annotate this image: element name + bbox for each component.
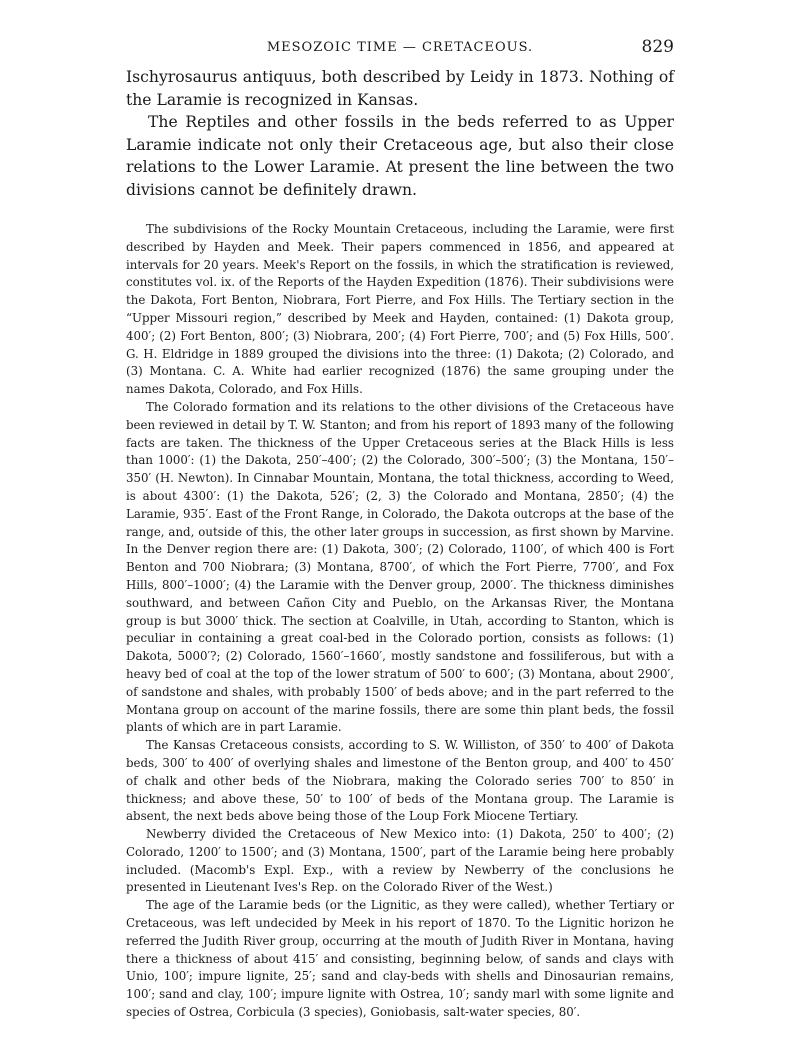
- page-number: 829: [641, 37, 674, 57]
- fine-print-notes: [126, 221, 674, 1022]
- main-paragraph: The Reptiles and other fossils in the beds referred to as Upper Laramie indicate not only their Cretaceous age, but also their close relations to the Lower Laramie. At present the line between the two divisions cannot be definitely drawn.: [126, 113, 674, 199]
- note-paragraph: Newberry divided the Cretaceous of New Mexico into: (1) Dakota, 250′ to 400′; (2) Colorado, 1200′ to 1500′; and (3) Montana, 1500′, part of the Laramie being here probably included. (Macomb's Expl. Exp., with a review by Newberry of the conclusions he presented in Lieutenant Ives's Rep. on the Colorado River of the West.): [126, 827, 674, 895]
- running-header: [126, 37, 674, 66]
- main-text: [126, 66, 674, 201]
- main-paragraph: Ischyrosaurus antiquus, both described by Leidy in 1873. Nothing of the Laramie is recognized in Kansas.: [126, 68, 674, 109]
- note-paragraph: The Kansas Cretaceous consists, according to S. W. Williston, of 350′ to 400′ of Dakota beds, 300′ to 400′ of overlying shales and limestone of the Benton group, and 400′ to 450′ of chalk and other beds of the Niobrara, making the Colorado series 700′ to 850′ in thickness; and above these, 50′ to 100′ of beds of the Montana group. The Laramie is absent, the next beds above being those of the Loup Fork Miocene Tertiary.: [126, 738, 674, 824]
- running-title: MESOZOIC TIME — CRETACEOUS.: [266, 40, 534, 55]
- note-paragraph: The subdivisions of the Rocky Mountain Cretaceous, including the Laramie, were first described by Hayden and Meek. Their papers commenced in 1856, and appeared at intervals for 20 years. Meek's Report on the fossils, in which the stratification is reviewed, constitutes vol. ix. of the Reports of the Hayden Expedition (1876). Their subdivisions were the Dakota, Fort Benton, Niobrara, Fort Pierre, and Fox Hills. The Tertiary section in the “Upper Missouri region,” described by Meek and Hayden, contained: (1) Dakota group, 400′; (2) Fort Benton, 800′; (3) Niobrara, 200′; (4) Fort Pierre, 700′; and (5) Fox Hills, 500′. G. H. Eldridge in 1889 grouped the divisions into the three: (1) Dakota; (2) Colorado, and (3) Montana. C. A. White had earlier recognized (1876) the same grouping under the names Dakota, Colorado, and Fox Hills.: [126, 222, 674, 397]
- note-paragraph: The Colorado formation and its relations to the other divisions of the Cretaceous have been reviewed in detail by T. W. Stanton; and from his report of 1893 many of the following facts are taken. The thickness of the Upper Cretaceous series at the Black Hills is less than 1000′: (1) the Dakota, 250′–400′; (2) the Colorado, 300′–500′; (3) the Montana, 150′–350′ (H. Newton). In Cinnabar Mountain, Montana, the total thickness, according to Weed, is about 4300′: (1) the Dakota, 526′; (2, 3) the Colorado and Montana, 2850′; (4) the Laramie, 935′. East of the Front Range, in Colorado, the Dakota outcrops at the base of the range, and, outside of this, the other later groups in succession, as first shown by Marvine. In the Denver region there are: (1) Dakota, 300′; (2) Colorado, 1100′, of which 400 is Fort Benton and 700 Niobrara; (3) Montana, 8700′, of which the Fort Pierre, 7700′, and Fox Hills, 800′–1000′; (4) the Laramie with the Denver group, 2000′. The thickness diminishes southward, and between Cañon City and Pueblo, on the Arkansas River, the Montana group is but 3000′ thick. The section at Coalville, in Utah, according to Stanton, which is peculiar in containing a great coal-bed in the Colorado portion, consists as follows: (1) Dakota, 5000′?; (2) Colorado, 1560′–1660′, mostly sandstone and fossiliferous, but with a heavy bed of coal at the top of the lower stratum of 500′ to 600′; (3) Montana, about 2900′, of sandstone and shales, with probably 1500′ of beds above; and in the part referred to the Montana group on account of the marine fossils, there are some thin plant beds, the fossil plants of which are in part Laramie.: [126, 399, 674, 735]
- note-paragraph: The age of the Laramie beds (or the Lignitic, as they were called), whether Tertiary or Cretaceous, was left undecided by Meek in his report of 1870. To the Lignitic horizon he referred the Judith River group, occurring at the mouth of Judith River in Montana, having there a thickness of about 415′ and consisting, beginning below, of sands and clays with Unio, 100′; impure lignite, 25′; sand and clay-beds with shells and Dinosaurian remains, 100′; sand and clay, 100′; impure lignite with Ostrea, 10′; sandy marl with some lignite and species of Ostrea, Corbicula (3 species), Goniobasis, salt-water species, 80′.: [126, 898, 674, 1020]
